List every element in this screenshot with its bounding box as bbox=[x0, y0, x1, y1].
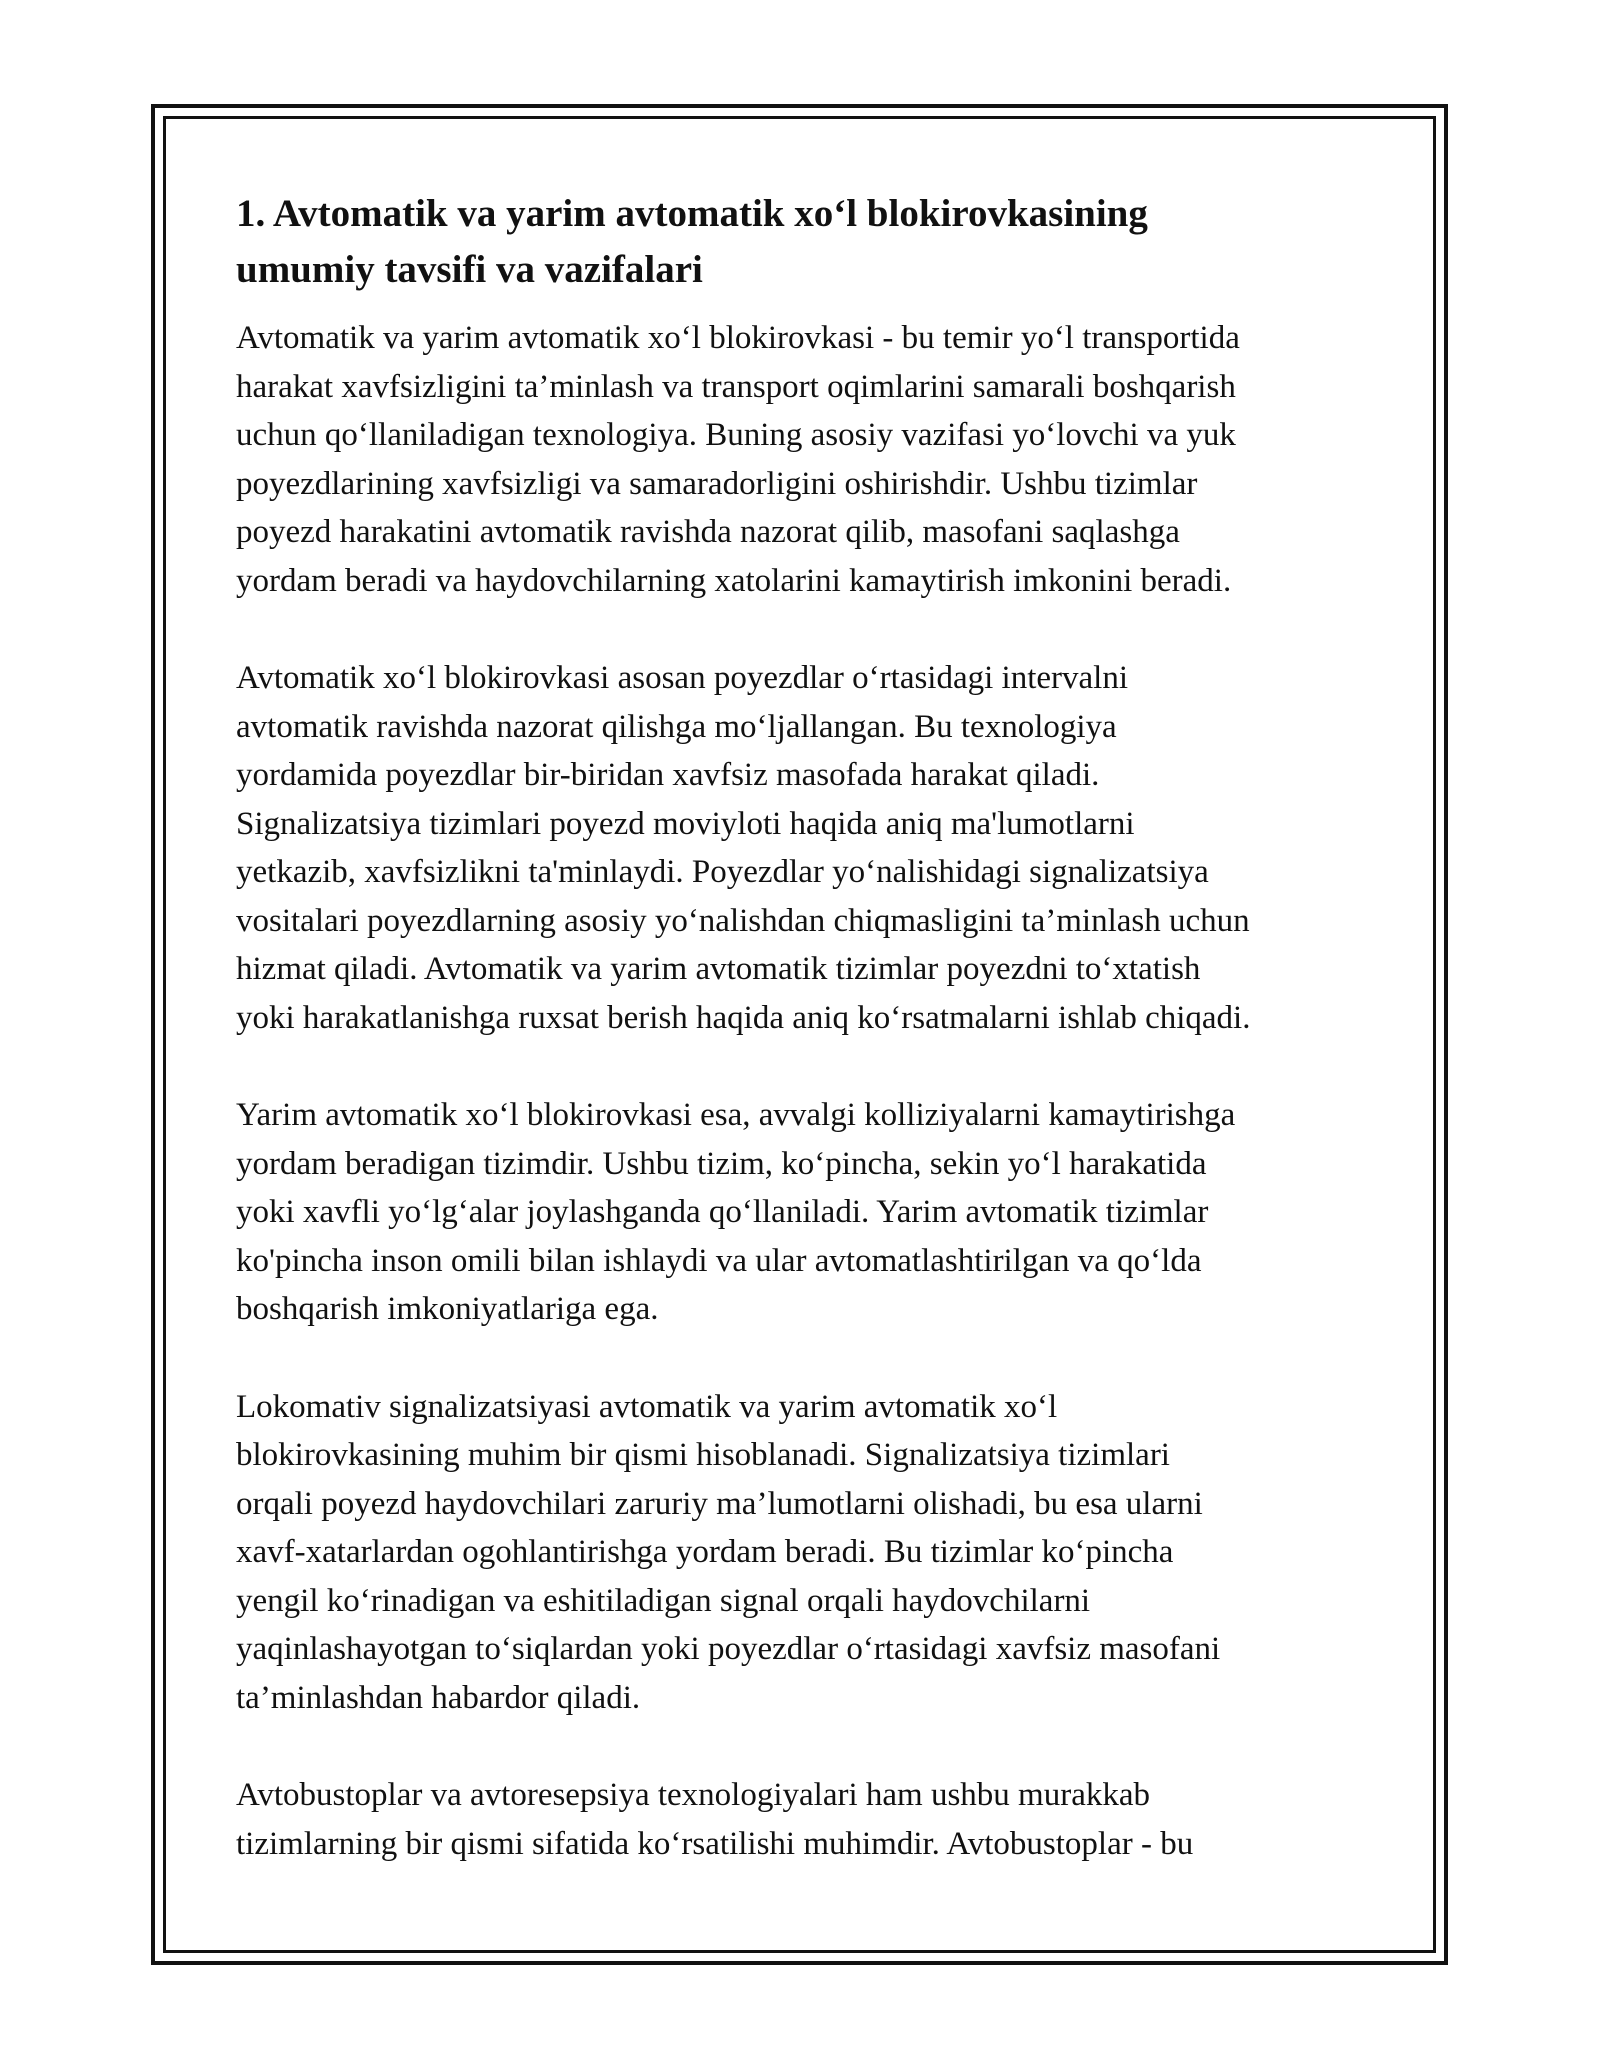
paragraph-1: Avtomatik va yarim avtomatik xo‘l blokirovkasi - bu temir yo‘l transportida harakat xavfsizligini ta’minlash va transport oqimlarini samarali boshqarish uchun qo‘llaniladigan texnologiya. Buning asosiy vazifasi yo‘lovchi va yuk poyezdlarining xavfsizligi va samaradorligini oshirishdir. Ushbu tizimlar poyezd harakatini avtomatik ravishda nazorat qilib, masofani saqlashga yordam beradi va haydovchilarning xatolarini kamaytirish imkonini beradi. bbox=[236, 320, 1240, 599]
paragraph-3: Yarim avtomatik xo‘l blokirovkasi esa, avvalgi kolliziyalarni kamaytirishga yordam beradigan tizimdir. Ushbu tizim, ko‘pincha, sekin yo‘l harakatida yoki xavfli yo‘lg‘alar joylashganda qo‘llaniladi. Yarim avtomatik tizimlar ko'pincha inson omili bilan ishlaydi va ular avtomatlashtirilgan va qo‘lda boshqarish imkoniyatlariga ega. bbox=[236, 1097, 1236, 1327]
paragraph-5: Avtobustoplar va avtoresepsiya texnologiyalari ham ushbu murakkab tizimlarning bir qismi sifatida ko‘rsatilishi muhimdir. Avtobustoplar - bu bbox=[236, 1777, 1194, 1862]
document-body bbox=[236, 186, 1386, 1917]
section-heading: 1. Avtomatik va yarim avtomatik xo‘l blokirovkasining umumiy tavsifi va vazifalari bbox=[236, 192, 1148, 291]
paragraph-4: Lokomativ signalizatsiyasi avtomatik va yarim avtomatik xo‘l blokirovkasining muhim bir qismi hisoblanadi. Signalizatsiya tizimlari orqali poyezd haydovchilari zaruriy ma’lumotlarni olishadi, bu esa ularni xavf-xatarlardan ogohlantirishga yordam beradi. Bu tizimlar ko‘pincha yengil ko‘rinadigan va eshitiladigan signal orqali haydovchilarni yaqinlashayotgan to‘siqlardan yoki poyezdlar o‘rtasidagi xavfsiz masofani ta’minlashdan habardor qiladi. bbox=[236, 1388, 1221, 1716]
paragraph-2: Avtomatik xo‘l blokirovkasi asosan poyezdlar o‘rtasidagi intervalni avtomatik ravishda nazorat qilishga mo‘ljallangan. Bu texnologiya yordamida poyezdlar bir-biridan xavfsiz masofada harakat qiladi. Signalizatsiya tizimlari poyezd moviyloti haqida aniq ma'lumotlarni yetkazib, xavfsizlikni ta'minlaydi. Poyezdlar yo‘nalishidagi signalizatsiya vositalari poyezdlarning asosiy yo‘nalishdan chiqmasligini ta’minlash uchun hizmat qiladi. Avtomatik va yarim avtomatik tizimlar poyezdni to‘xtatish yoki harakatlanishga ruxsat berish haqida aniq ko‘rsatmalarni ishlab chiqadi. bbox=[236, 660, 1251, 1036]
